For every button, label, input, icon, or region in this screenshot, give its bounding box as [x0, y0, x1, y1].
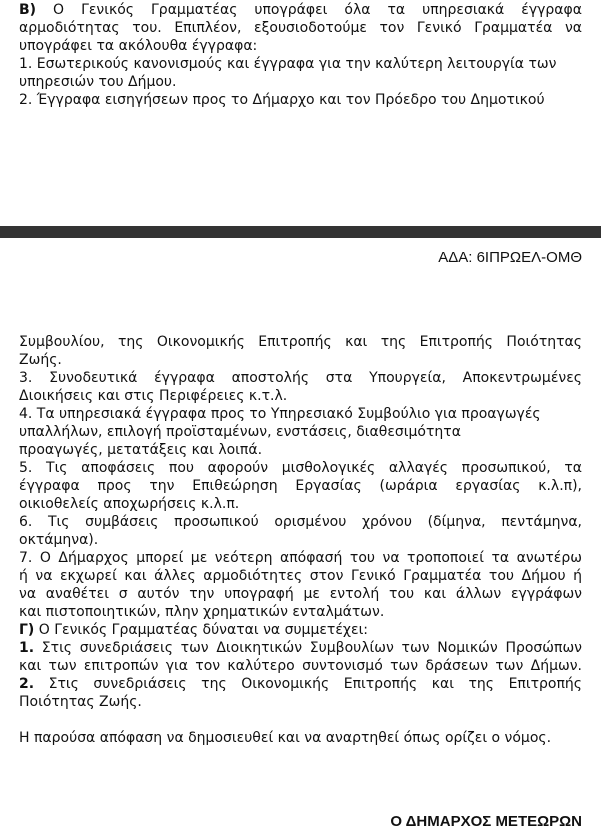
text-line: υπηρεσιών του Δήμου. — [19, 74, 177, 90]
text-line: 5. Τις αποφάσεις που αφορούν μισθολογικές αλλαγές προσωπικού, τα — [19, 460, 582, 476]
publication-note: Η παρούσα απόφαση να δημοσιευθεί και να αναρτηθεί όπως ορίζει ο νόμος. — [19, 730, 552, 746]
text-line: οικιοθελείς αποχωρήσεις κ.λ.π. — [19, 496, 240, 512]
text-line: 1. Στις συνεδριάσεις των Διοικητικών Συμβουλίων των Νομικών Προσώπων — [19, 640, 582, 656]
signature-title: Ο ΔΗΜΑΡΧΟΣ ΜΕΤΕΩΡΩΝ — [390, 813, 582, 830]
text-line: Συμβουλίου, της Οικονομικής Επιτροπής και της Επιτροπής Ποιότητας — [19, 334, 582, 350]
text-line: αρμοδιότητας του. Επιπλέον, εξουσιοδοτούμε τον Γενικό Γραμματέα να — [19, 20, 582, 36]
text-line: 4. Τα υπηρεσιακά έγγραφα προς το Υπηρεσιακό Συμβούλιο για προαγωγές — [19, 406, 541, 422]
paragraph-g-line: Γ) Ο Γενικός Γραμματέας δύναται να συμμετέχει: — [19, 622, 369, 638]
text-line: Διοικήσεις και στις Περιφέρειες κ.τ.λ. — [19, 388, 288, 404]
text-line: έγγραφα προς την Επιθεώρηση Εργασίας (ωράρια εργασίας κ.λ.π), — [19, 478, 582, 494]
text-line: προαγωγές, μετατάξεις και λοιπά. — [19, 442, 263, 458]
text-line: να αναθέτει σ αυτόν την υπογραφή με εντολή του και άλλων εγγράφων — [19, 586, 582, 602]
text-line: οκτάμηνα). — [19, 532, 99, 548]
text-line: ή να εκχωρεί και άλλες αρμοδιότητες στον Γενικό Γραμματέα του Δήμου ή — [19, 568, 582, 584]
text-line: 3. Συνοδευτικά έγγραφα αποστολής στα Υπουργεία, Αποκεντρωμένες — [19, 370, 582, 386]
text-line: και των επιτροπών για τον καλύτερο συντονισμό των δράσεων των Δήμων. — [19, 658, 582, 674]
text-line: και πιστοποιητικών, πλην χρηματικών ενταλμάτων. — [19, 604, 385, 620]
text-line: 2. Έγγραφα εισηγήσεων προς το Δήμαρχο και τον Πρόεδρο του Δημοτικού — [19, 92, 545, 108]
text-line: 1. Εσωτερικούς κανονισμούς και έγγραφα για την καλύτερη λειτουργία των — [19, 56, 557, 72]
text-line: 6. Τις συμβάσεις προσωπικού ορισμένου χρόνου (δίμηνα, πεντάμηνα, — [19, 514, 582, 530]
text-line: 7. Ο Δήμαρχος μπορεί με νεότερη απόφασή του να τροποποιεί τα ανωτέρω — [19, 550, 582, 566]
ada-code: ΑΔΑ: 6ΙΠΡΩΕΛ-ΟΜΘ — [438, 249, 582, 266]
text-line: υπαλλήλων, επιλογή προϊσταμένων, ενστάσεις, διαθεσιμότητα — [19, 424, 461, 440]
text-line: Ζωής. — [19, 352, 62, 368]
text-line: υπογράφει τα ακόλουθα έγγραφα: — [19, 38, 258, 54]
paragraph-b-line: Β) Ο Γενικός Γραμματέας υπογράφει όλα τα υπηρεσιακά έγγραφα — [19, 2, 582, 18]
text-line: Ποιότητας Ζωής. — [19, 694, 142, 710]
section-label-g: Γ) — [19, 622, 35, 638]
text-line: 2. Στις συνεδριάσεις της Οικονομικής Επιτροπής και της Επιτροπής — [19, 676, 582, 692]
section-label-b: Β) — [19, 2, 37, 18]
page-separator — [0, 226, 601, 238]
